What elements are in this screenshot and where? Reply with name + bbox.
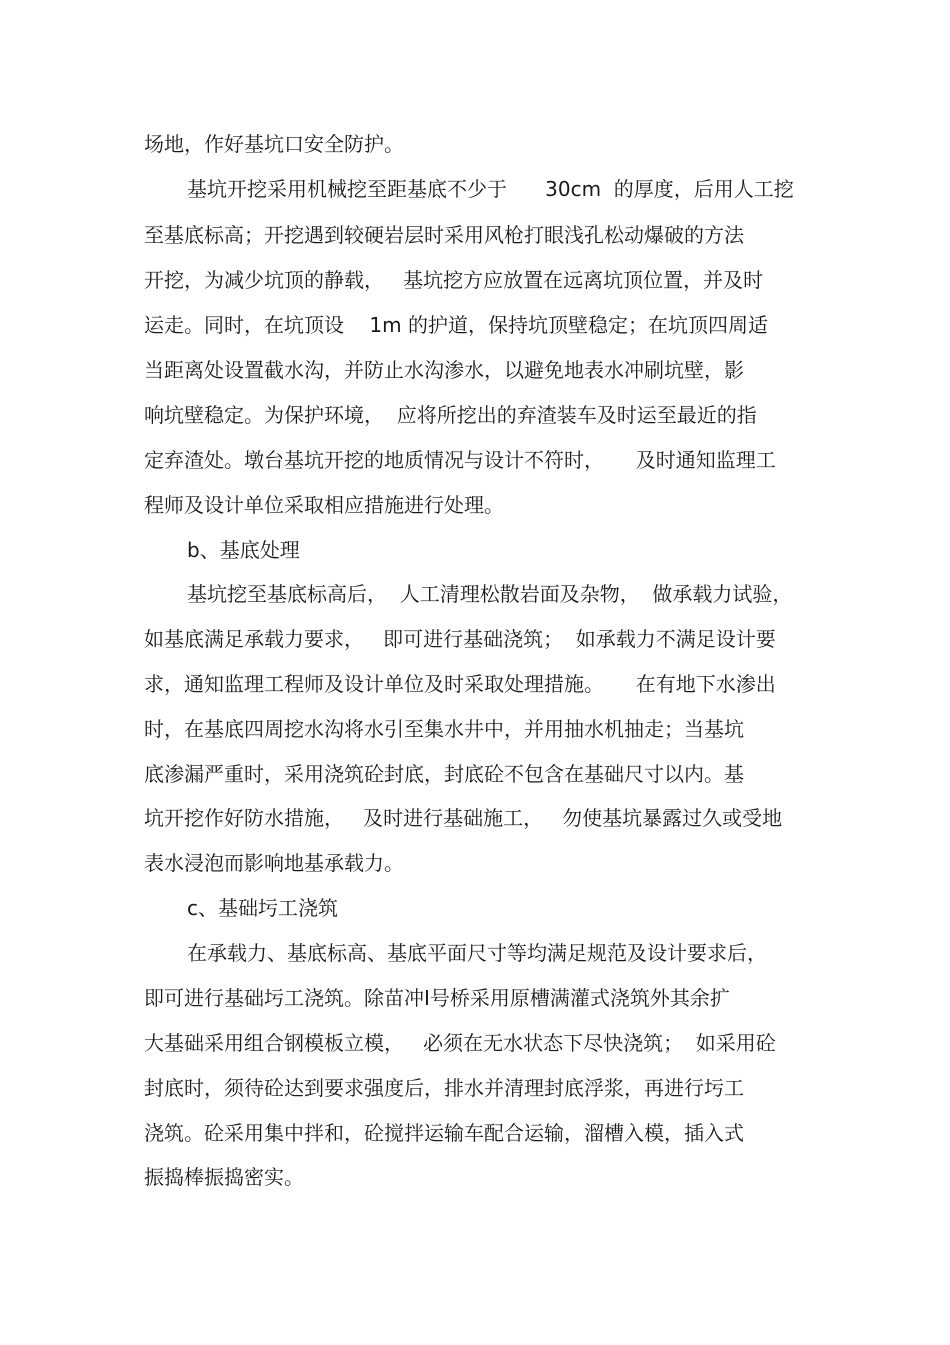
text-line: 振捣棒振捣密实。 bbox=[144, 1165, 304, 1189]
section-heading: c、基础圬工浇筑 bbox=[187, 896, 338, 920]
text-line: 至基底标高；开挖遇到较硬岩层时采用风枪打眼浅孔松动爆破的方法 bbox=[144, 223, 744, 247]
text-line: 程师及设计单位采取相应措施进行处理。 bbox=[144, 493, 504, 517]
text-line: 底渗漏严重时，采用浇筑砼封底，封底砼不包含在基础尺寸以内。基 bbox=[144, 762, 744, 786]
text-line: 浇筑。砼采用集中拌和，砼搅拌运输车配合运输，溜槽入模，插入式 bbox=[144, 1121, 744, 1145]
text-line: 基坑开挖采用机械挖至距基底不少于 30cm 的厚度，后用人工挖 bbox=[187, 177, 794, 201]
text-line: 场地，作好基坑口安全防护。 bbox=[144, 132, 404, 156]
text-line: 坑开挖作好防水措施， 及时进行基础施工， 勿使基坑暴露过久或受地 bbox=[144, 806, 783, 830]
text-line: 时，在基底四周挖水沟将水引至集水井中，并用抽水机抽走；当基坑 bbox=[144, 717, 744, 741]
text-line: 当距离处设置截水沟，并防止水沟渗水，以避免地表水冲刷坑壁，影 bbox=[144, 358, 744, 382]
section-heading: b、基底处理 bbox=[187, 538, 300, 562]
text-line: 开挖，为减少坑顶的静载， 基坑挖方应放置在远离坑顶位置，并及时 bbox=[144, 268, 764, 292]
text-line: 即可进行基础圬工浇筑。除苗冲Ⅰ号桥采用原槽满灌式浇筑外其余扩 bbox=[144, 986, 730, 1010]
text-line: 如基底满足承载力要求， 即可进行基础浇筑； 如承载力不满足设计要 bbox=[144, 627, 776, 651]
text-line: 在承载力、基底标高、基底平面尺寸等均满足规范及设计要求后， bbox=[187, 941, 767, 965]
text-line: 运走。同时，在坑顶设 1m 的护道，保持坑顶壁稳定；在坑顶四周适 bbox=[144, 313, 768, 337]
text-line: 求，通知监理工程师及设计单位及时采取处理措施。 在有地下水渗出 bbox=[144, 672, 776, 696]
text-line: 定弃渣处。墩台基坑开挖的地质情况与设计不符时， 及时通知监理工 bbox=[144, 448, 776, 472]
text-line: 封底时，须待砼达到要求强度后，排水并清理封底浮浆，再进行圬工 bbox=[144, 1076, 744, 1100]
text-line: 大基础采用组合钢模板立模， 必须在无水状态下尽快浇筑； 如采用砼 bbox=[144, 1031, 776, 1055]
text-line: 表水浸泡而影响地基承载力。 bbox=[144, 851, 404, 875]
text-line: 基坑挖至基底标高后， 人工清理松散岩面及杂物， 做承载力试验， bbox=[187, 582, 793, 606]
text-line: 响坑壁稳定。为保护环境， 应将所挖出的弃渣装车及时运至最近的指 bbox=[144, 403, 757, 427]
